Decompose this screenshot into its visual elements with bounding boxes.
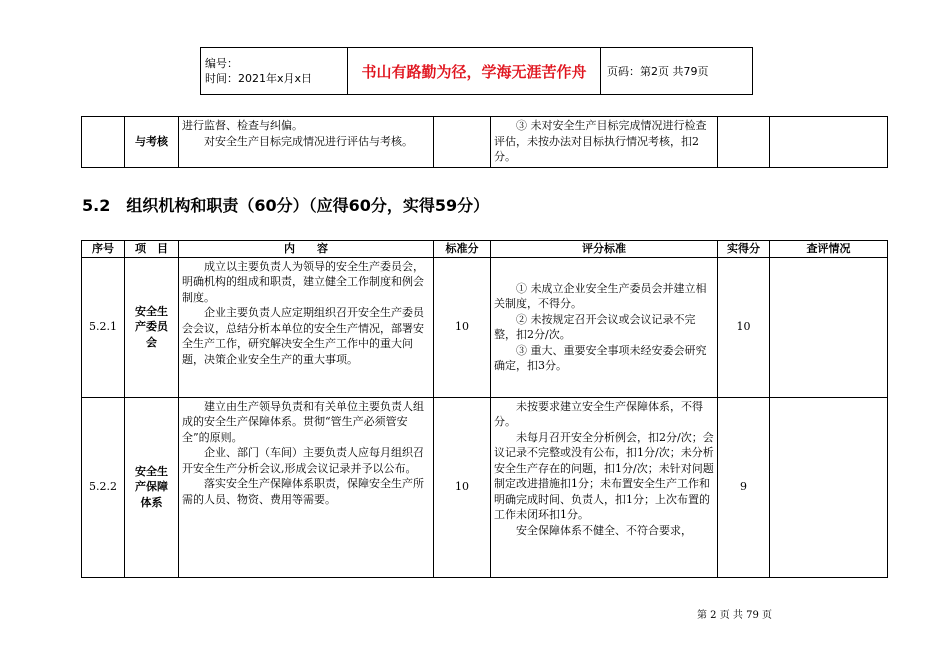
criteria-paragraph: 未每月召开安全分析例会，扣2分/次；会议记录不完整或没有公布，扣1分/次；未分析安全生产存在的问题，扣1分/次；未针对问题制定改进措施扣1分；未布置安全生产工作和明确完成时间、负责人，扣1分；上次布置的工作未闭环扣1分。	[494, 430, 714, 521]
top-content	[179, 117, 434, 168]
table-row	[82, 397, 888, 577]
criteria-paragraph: ② 未按规定召开会议或会议记录不完整，扣2分/次。	[494, 312, 696, 341]
content-paragraph: 成立以主要负责人为领导的安全生产委员会，明确机构的组成和职责，建立健全工作制度和例会制度。	[182, 259, 424, 304]
page-footer: 第 2 页 共 79 页	[697, 610, 772, 621]
row-content	[179, 257, 434, 397]
criteria-paragraph: 安全保障体系不健全、不符合要求，	[516, 523, 692, 537]
main-table	[81, 240, 888, 578]
row-criteria	[491, 397, 718, 577]
col-header-content: 内 容	[179, 241, 434, 258]
criteria-paragraph: ① 未成立企业安全生产委员会并建立相关制度，不得分。	[494, 281, 707, 310]
criteria-paragraph: ③ 重大、重要安全事项未经安委会研究确定，扣3分。	[494, 343, 707, 372]
row-no: 5.2.2	[82, 397, 125, 577]
row-item: 安全生产委员会	[125, 257, 179, 397]
top-score-cell	[718, 117, 770, 168]
row-criteria	[491, 257, 718, 397]
top-item: 与考核	[125, 117, 179, 168]
col-header-no: 序号	[82, 241, 125, 258]
top-criteria-line: ③ 未对安全生产目标完成情况进行检查评估，未按办法对目标执行情况考核，扣2分。	[494, 119, 707, 163]
content-paragraph: 企业、部门（车间）主要负责人应每月组织召开安全生产分析会议,形成会议记录并予以公布。	[182, 446, 424, 475]
row-review	[770, 257, 888, 397]
col-header-review: 查评情况	[770, 241, 888, 258]
time-label: 时间：2021年x月x日	[205, 72, 313, 85]
col-header-item: 项 目	[125, 241, 179, 258]
number-label: 编号：	[205, 57, 238, 70]
top-content-line: 对安全生产目标完成情况进行评估与考核。	[204, 134, 413, 148]
row-score: 9	[718, 397, 770, 577]
col-header-score: 实得分	[718, 241, 770, 258]
col-header-standard: 标准分	[434, 241, 491, 258]
row-standard: 10	[434, 257, 491, 397]
header-meta	[201, 48, 348, 95]
document-header	[200, 47, 753, 95]
content-paragraph: 企业主要负责人应定期组织召开安全生产委员会会议，总结分析本单位的安全生产情况，部署安全生产工作，研究解决安全生产工作中的重大问题，决策企业安全生产的重大事项。	[182, 306, 424, 366]
content-paragraph: 建立由生产领导负责和有关单位主要负责人组成的安全生产保障体系。贯彻“管生产必须管安全”的原则。	[182, 399, 424, 444]
row-standard: 10	[434, 397, 491, 577]
top-content-line: 进行监督、检查与纠偏。	[182, 119, 303, 132]
motto: 书山有路勤为径，学海无涯苦作舟	[348, 48, 601, 95]
content-paragraph: 落实安全生产保障体系职责，保障安全生产所需的人员、物资、费用等需要。	[182, 477, 424, 506]
page-info: 页码：第2页 共79页	[601, 48, 753, 95]
criteria-paragraph: 未按要求建立安全生产保障体系，不得分。	[494, 399, 703, 428]
section-heading: 5.2 组织机构和职责（60分）（应得60分，实得59分）	[82, 196, 490, 215]
top-criteria	[491, 117, 718, 168]
row-content	[179, 397, 434, 577]
table-row	[82, 257, 888, 397]
top-no-cell	[82, 117, 125, 168]
top-table	[81, 116, 888, 168]
row-score: 10	[718, 257, 770, 397]
col-header-criteria: 评分标准	[491, 241, 718, 258]
top-review-cell	[770, 117, 888, 168]
table-header-row	[82, 241, 888, 258]
row-no: 5.2.1	[82, 257, 125, 397]
row-review	[770, 397, 888, 577]
row-item: 安全生产保障体系	[125, 397, 179, 577]
top-standard-cell	[434, 117, 491, 168]
